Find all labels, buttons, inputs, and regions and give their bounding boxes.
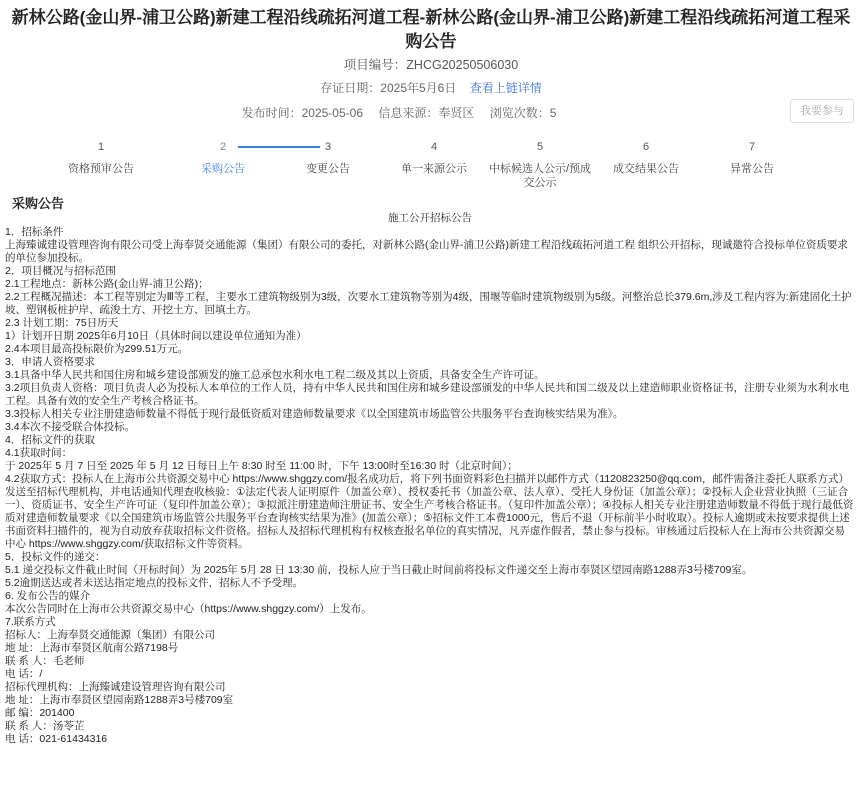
- step-number: 1: [97, 141, 105, 153]
- step-4[interactable]: [381, 140, 487, 176]
- step-number: 4: [430, 141, 438, 153]
- step-label: 异常公告: [730, 163, 774, 175]
- step-5[interactable]: [487, 140, 593, 190]
- doc-line: 1．招标条件: [5, 226, 64, 238]
- doc-line: 联 系 人：汤苓芷: [5, 720, 85, 732]
- publish-time: 发布时间：2025-05-06: [241, 106, 363, 120]
- doc-line: 本次公告同时在上海市公共资源交易中心（https://www.shggzy.com/）上发布。: [5, 603, 372, 615]
- doc-line: 2.1工程地点：新林公路(金山界-浦卫公路)；: [5, 278, 209, 290]
- step-1[interactable]: [48, 140, 154, 176]
- page-title-line1: 新林公路(金山界-浦卫公路)新建工程沿线疏拓河道工程-新林公路(金山界-浦卫公路)新建工程沿线疏拓河道工程采: [11, 8, 851, 27]
- doc-lines: [5, 226, 855, 746]
- chain-details-link[interactable]: 查看上链详情: [469, 81, 542, 95]
- step-label: 资格预审公告: [68, 163, 134, 175]
- doc-line: 3.1具备中华人民共和国住房和城乡建设部颁发的施工总承包水利水电工程二级及其以上资质，具备安全生产许可证。: [5, 369, 545, 381]
- doc-line: 联 系 人：毛老师: [5, 655, 85, 667]
- doc-line: 2.2工程概况描述：本工程等别定为Ⅲ等工程，主要水工建筑物级别为3级，次要水工建筑物等别为4级，围堰等临时建筑物级别为5级。河整治总长379.6m,涉及工程内容为:新建固化土护坡、塑钢板桩护岸、疏浚土方、开挖土方、回填土方。: [5, 291, 852, 316]
- doc-line: 地 址：上海市奉贤区望园南路1288弄3号楼709室: [5, 694, 234, 706]
- step-3[interactable]: [275, 140, 381, 176]
- doc-line: 6. 发布公告的媒介: [5, 590, 91, 602]
- step-number: 7: [748, 141, 756, 153]
- join-button[interactable]: 我要参与: [790, 99, 854, 123]
- doc-line: 招标代理机构：上海臻诚建设管理咨询有限公司: [5, 681, 226, 693]
- announcement-body: [5, 212, 855, 746]
- info-source: 信息来源：奉贤区: [378, 106, 475, 120]
- doc-line: 3．申请人资格要求: [5, 356, 95, 368]
- step-6[interactable]: [593, 140, 699, 176]
- doc-line: 5.1 递交投标文件截止时间（开标时间）为 2025年 5月 28 日 13:30 前，投标人应于当日截止时间前将投标文件递交至上海市奉贤区望园南路1288弄3号楼709室。: [5, 564, 753, 576]
- step-label: 成交结果公告: [613, 163, 679, 175]
- doc-line: 招标人：上海奉贤交通能源（集团）有限公司: [5, 629, 215, 641]
- store-date-line: [0, 79, 862, 96]
- page-title-line2: 购公告: [405, 32, 457, 51]
- doc-line: 地 址：上海市奉贤区航南公路7198号: [5, 642, 179, 654]
- doc-line: 5．投标文件的递交：: [5, 551, 106, 563]
- doc-line: 电 话：021-61434316: [5, 733, 108, 745]
- doc-line: 4．招标文件的获取: [5, 434, 95, 446]
- doc-line: 4.1获取时间：: [5, 447, 73, 459]
- page-title: [0, 6, 862, 54]
- doc-line: 4.2获取方式：投标人在上海市公共资源交易中心 https://www.shggzy.com/报名成功后，将下列书面资料彩色扫描并以邮件方式（1120823250@qq.com，邮件需备注委托人联系方式）发送至招标代理机构，并电话通知代理查收核验：①法定代表人证明原件（加盖公章）、授权委托书（加盖公章、法人章）、受托人身份证（加盖公章）；②投标人企业营业执照（三证合一）、资质证书、安全生产许可证（复印件加盖公章）；③拟派注册建造师注册证书、安全生产考核合格证书。（复印件加盖公章）；④投标人相关专业注册建造师数量不得低于现行最低资质对建造师数量要求《以全国建筑市场监管公共服务平台查询核实结果为准》(加盖公章）；⑤招标文件工本费1000元，售后不退（开标前半小时收取）。投标人逾期或未按要求提供上述书面资料扫描件的，视为自动放弃获取招标文件资格。招标人及招标代理机构有权核查报名单位的真实情况，凡弄虚作假者，禁止参与投标。审核通过后投标人在上海市公共资源交易中心 https://www.shggzy.com/获取招标文件等资料。: [5, 473, 854, 550]
- doc-line: 7.联系方式: [5, 616, 56, 628]
- step-number: 3: [324, 141, 332, 153]
- step-label: 中标候选人公示/预成交公示: [488, 163, 592, 189]
- publish-info: [0, 104, 830, 121]
- doc-line: 1）计划开日期 2025年6月10日（具体时间以建设单位通知为准）: [5, 330, 307, 342]
- doc-line: 3.3投标人相关专业注册建造师数量不得低于现行最低资质对建造师数量要求《以全国建筑市场监管公共服务平台查询核实结果为准》。: [5, 408, 624, 420]
- step-number: 6: [642, 141, 650, 153]
- doc-line: 电 话：/: [5, 668, 43, 680]
- doc-line: 2．项目概况与招标范围: [5, 265, 116, 277]
- doc-line: 2.4本项目最高投标限价为299.51万元。: [5, 343, 189, 355]
- step-number: 5: [536, 141, 544, 153]
- section-title: 采购公告: [12, 196, 65, 211]
- doc-line: 3.2项目负责人资格：项目负责人必为投标人本单位的工作人员，持有中华人民共和国住房和城乡建设部颁发的中华人民共和国二级及以上建造师职业资格证书，注册专业须为水利水电工程。具备有效的安全生产考核合格证书。: [5, 382, 850, 407]
- store-date: 存证日期：2025年5月6日: [320, 81, 457, 95]
- step-label: 单一来源公示: [401, 163, 467, 175]
- doc-line: 上海臻诚建设管理咨询有限公司受上海奉贤交通能源（集团）有限公司的委托，对新林公路(金山界-浦卫公路)新建工程沿线疏拓河道工程 组织公开招标，现诚邀符合投标单位资质要求的单位参加投标。: [5, 239, 848, 264]
- view-count: 浏览次数：5: [489, 106, 557, 120]
- project-number: 项目编号：ZHCG20250506030: [343, 58, 519, 72]
- step-label: 变更公告: [306, 163, 350, 175]
- doc-line: 3.4本次不接受联合体投标。: [5, 421, 136, 433]
- doc-line: 邮 编：201400: [5, 707, 75, 719]
- step-number: 2: [219, 141, 227, 153]
- doc-title: 施工公开招标公告: [388, 212, 472, 224]
- doc-line: 2.3 计划工期：75日历天: [5, 317, 119, 329]
- doc-line: 于 2025年 5 月 7 日至 2025 年 5 月 12 日每日上午 8:30 时至 11:00 时，下午 13:00时至16:30 时（北京时间）；: [5, 460, 518, 472]
- step-2[interactable]: [170, 140, 276, 176]
- procurement-steps: [48, 140, 808, 190]
- doc-line: 5.2逾期送达或者未送达指定地点的投标文件，招标人不予受理。: [5, 577, 304, 589]
- step-label: 采购公告: [201, 163, 245, 175]
- step-7[interactable]: [699, 140, 805, 176]
